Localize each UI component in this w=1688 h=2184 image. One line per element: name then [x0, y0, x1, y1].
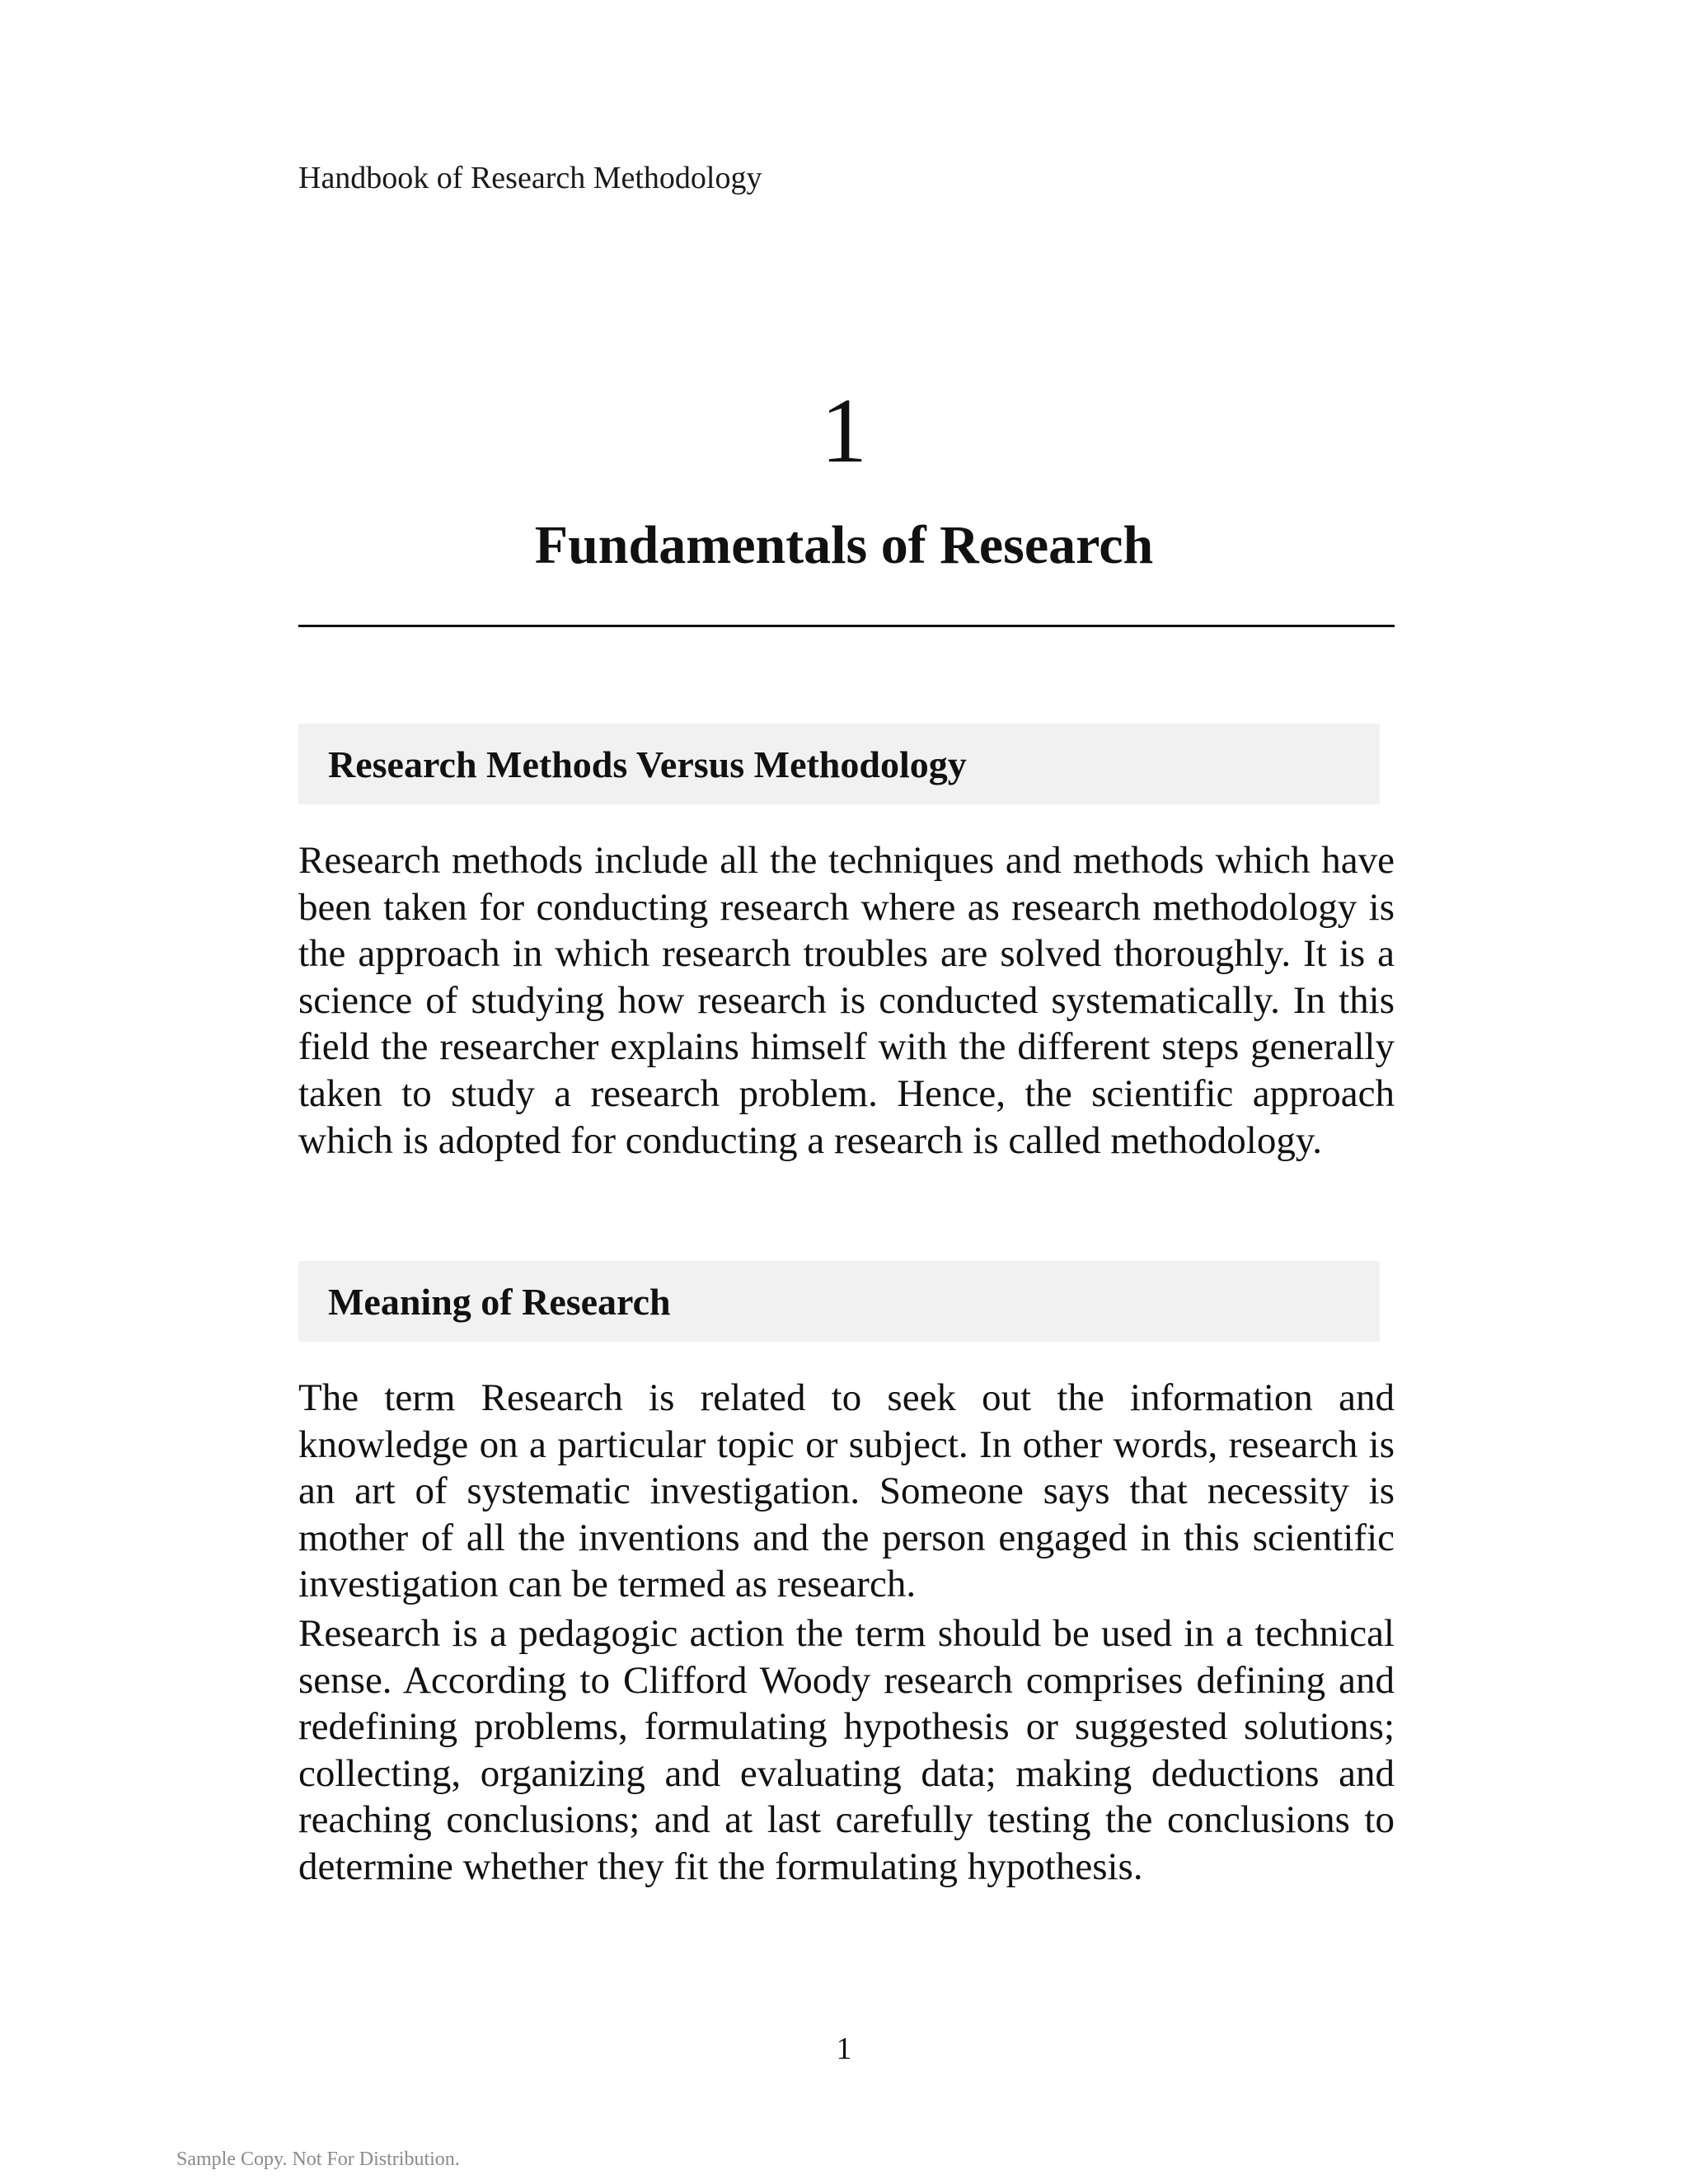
chapter-number: 1: [821, 380, 867, 482]
running-header: Handbook of Research Methodology: [298, 161, 762, 195]
paragraph-methods: Research methods include all the techniques and methods which have been taken for conducting research where as research methodology is the approach in which research troubles are solved thoroughly. It is a science of studying how research is conducted systematically. In this field the researcher explains himself with the different steps generally taken to study a research problem. Hence, the scientific approach which is adopted for conducting a research is called methodology.: [298, 839, 1395, 1162]
distribution-notice: Sample Copy. Not For Distribution.: [176, 2149, 460, 2170]
title-divider: [298, 625, 1395, 627]
chapter-title: Fundamentals of Research: [534, 515, 1154, 575]
paragraph-meaning-2: Research is a pedagogic action the term should be used in a technical sense. According to Clifford Woody research comprises defining and redefining problems, formulating hypothesis or suggested solutions; collecting, organizing and evaluating data; making deductions and reaching conclusions; and at last carefully testing the conclusions to determine whether they fit the formulating hypothesis.: [298, 1612, 1395, 1888]
section-heading: Meaning of Research: [328, 1281, 671, 1323]
section-heading: Research Methods Versus Methodology: [328, 743, 967, 785]
section-heading-box-meaning: [298, 1261, 1380, 1342]
page-number: 1: [836, 2032, 852, 2066]
section-heading-box-methods: [298, 724, 1380, 804]
paragraph-meaning-1: The term Research is related to seek out the information and knowledge on a particular topic or subject. In other words, research is an art of systematic investigation. Someone says that necessity is mother of all the inventions and the person engaged in this scientific investigation can be termed as research.: [298, 1376, 1395, 1606]
